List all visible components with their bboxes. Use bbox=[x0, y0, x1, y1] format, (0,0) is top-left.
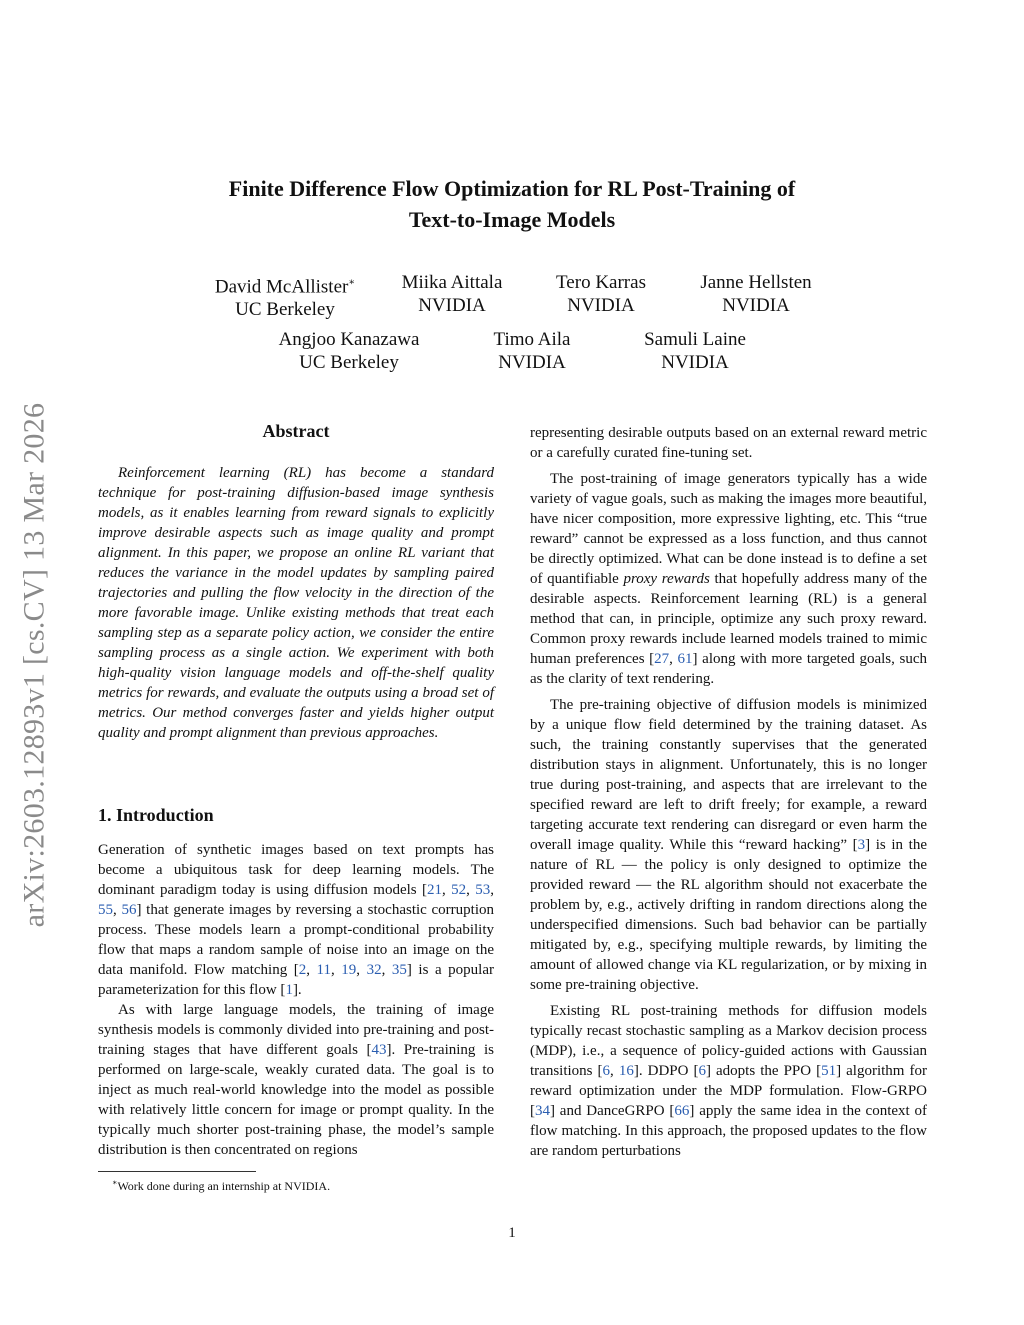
author-name: Samuli Laine bbox=[644, 329, 746, 350]
citation-link[interactable]: 27 bbox=[654, 651, 670, 667]
author-affiliation: NVIDIA bbox=[567, 295, 635, 316]
author-entry bbox=[200, 271, 370, 321]
author-name: Timo Aila bbox=[493, 329, 571, 350]
author-affiliation: UC Berkeley bbox=[299, 352, 399, 373]
citation-link[interactable]: 6 bbox=[698, 1063, 706, 1079]
arxiv-identifier-text: arXiv:2603.12893v1 [cs.CV] 13 Mar 2026 bbox=[17, 402, 51, 928]
paper-title bbox=[150, 173, 874, 235]
paragraph-continuation: representing desirable outputs based on an external reward metric or a carefully curated fine-tuning set. bbox=[530, 425, 927, 461]
intro-paragraph-1: Generation of synthetic images based on text prompts has become a ubiquitous task for deep learning models. The dominant paradigm today is using diffusion models [21, 52, 53, 55, 56] that generate images by reversing a stochastic corruption process. These models learn a prompt-conditional probability flow that maps a random sample of noise into an image on the data manifold. Flow matching [2, 11, 19, 32, 35] is a popular parameterization for this flow [1]. bbox=[98, 842, 495, 998]
paragraph-reward-hacking: The pre-training objective of diffusion models is minimized by a unique flow field determined by the training dataset. As such, the training constantly supervises that the generated distribution stays in alignment. Unfortunately, this is no longer true during post-training, and aspects that are irrelevant to the specified reward are left to drift freely; for example, a reward targeting accurate text rendering can disregard or even harm the overall image quality. While this “reward hacking” [3] is in the nature of RL — the policy is only designed to optimize the provided reward — the RL algorithm should not exacerbate the problem by, e.g., actively drifting in random directions along the underspecified dimensions. Such bad behavior can be partially mitigated by, e.g., specifying multiple rewards, by limiting the amount of allowed change via KL regularization, or by mixing in some pre-training objective. bbox=[530, 697, 928, 993]
abstract-text: Reinforcement learning (RL) has become a standard technique for post-training diffusion-based image synthesis models, as it enables learning from reward signals to explicitly improve desirable aspects such as image quality and prompt alignment. In this paper, we propose an online RL variant that reduces the variance in the model updates by sampling paired trajectories and pulling the flow velocity in the direction of the more favorable image. Unlike existing methods that treat each sampling step as a separate policy action, we consider the entire sampling process as a single action. We experiment with both high-quality vision language models and off-the-shelf quality metrics for rewards, and evaluate the outputs using a broad set of metrics. Our method converges faster and yields higher output quality and prompt alignment than previous approaches. bbox=[98, 465, 494, 741]
author-affiliation: NVIDIA bbox=[661, 352, 729, 373]
arxiv-identifier bbox=[4, 370, 64, 960]
author-entry bbox=[472, 328, 592, 374]
citation-link[interactable]: 2 bbox=[298, 962, 307, 978]
footnote-mark: ∗ bbox=[112, 1178, 118, 1187]
author-affiliation: NVIDIA bbox=[498, 352, 566, 373]
author-entry bbox=[382, 271, 522, 317]
footnote bbox=[98, 1178, 330, 1194]
paper-title-line-2: Text-to-Image Models bbox=[408, 207, 616, 232]
citation-link[interactable]: 35 bbox=[391, 962, 407, 978]
section-heading-introduction: 1. Introduction bbox=[98, 805, 214, 825]
citation-link[interactable]: 61 bbox=[677, 651, 693, 667]
citation-link[interactable]: 66 bbox=[674, 1103, 690, 1119]
author-entry bbox=[538, 271, 664, 317]
citation-link[interactable]: 3 bbox=[857, 837, 866, 853]
citation-link[interactable]: 19 bbox=[341, 962, 357, 978]
author-name: Tero Karras bbox=[556, 272, 646, 293]
author-footnote-mark: ∗ bbox=[348, 277, 356, 288]
author-name: David McAllister bbox=[214, 276, 349, 298]
right-column-text bbox=[530, 423, 927, 1161]
author-entry bbox=[264, 328, 434, 374]
citation-link[interactable]: 21 bbox=[427, 882, 442, 898]
citation-link[interactable]: 16 bbox=[618, 1063, 634, 1079]
footnote-text: Work done during an internship at NVIDIA. bbox=[117, 1179, 331, 1193]
author-entry bbox=[630, 328, 760, 374]
paper-title-line-1: Finite Difference Flow Optimization for RL Post-Training of bbox=[228, 176, 796, 201]
intro-paragraph-2: As with large language models, the training of image synthesis models is commonly divided into pre-training and post-training stages that have different goals [43]. Pre-training is performed on large-scale, weakly curated data. The goal is to inject as much real-world knowledge into the model as possible with relatively little concern for image or prompt quality. In the typically much shorter post-training phase, the model’s sample distribution is then concentrated on regions bbox=[98, 1002, 494, 1158]
author-affiliation: UC Berkeley bbox=[235, 299, 335, 321]
citation-link[interactable]: 53 bbox=[475, 882, 491, 898]
paragraph-existing-methods: Existing RL post-training methods for diffusion models typically recast stochastic sampling as a Markov decision process (MDP), i.e., a sequence of policy-guided actions with Gaussian transitions [6, 16]. DDPO [6] adopts the PPO [51] algorithm for reward optimization under the MDP formulation. Flow-GRPO [34] and DanceGRPO [66] apply the same idea in the context of flow matching. In this approach, the proposed updates to the flow are random perturbations bbox=[530, 1003, 928, 1159]
citation-link[interactable]: 1 bbox=[285, 982, 293, 998]
abstract-heading: Abstract bbox=[262, 421, 330, 441]
author-entry bbox=[686, 271, 826, 317]
citation-link[interactable]: 32 bbox=[366, 962, 382, 978]
citation-link[interactable]: 34 bbox=[535, 1103, 550, 1119]
footnote-divider bbox=[98, 1171, 256, 1172]
author-name: Angjoo Kanazawa bbox=[278, 329, 420, 350]
abstract-body bbox=[98, 463, 494, 743]
author-name: Miika Aittala bbox=[401, 272, 503, 293]
author-affiliation: NVIDIA bbox=[722, 295, 790, 316]
citation-link[interactable]: 6 bbox=[602, 1063, 611, 1079]
emphasis-proxy-rewards: proxy rewards bbox=[623, 571, 710, 587]
citation-link[interactable]: 43 bbox=[371, 1042, 387, 1058]
citation-link[interactable]: 56 bbox=[121, 902, 137, 918]
citation-link[interactable]: 51 bbox=[821, 1063, 837, 1079]
citation-link[interactable]: 11 bbox=[316, 962, 331, 978]
author-affiliation: NVIDIA bbox=[418, 295, 486, 316]
paragraph-proxy-rewards: The post-training of image generators typically has a wide variety of vague goals, such as making the images more beautiful, have nicer composition, more expressive lighting, etc. This “true reward” cannot be expressed as a loss function, and thus cannot be directly optimized. What can be done instead is to define a set of quantifiable proxy rewards that hopefully address many of the desirable aspects. Reinforcement learning (RL) is a general method that can, in principle, optimize any such proxy reward. Common proxy rewards include learned models trained to mimic human preferences [27, 61] along with more targeted goals, such as the clarity of text rendering. bbox=[530, 471, 928, 687]
page-number: 1 bbox=[508, 1225, 516, 1241]
citation-link[interactable]: 52 bbox=[451, 882, 467, 898]
left-column-text bbox=[98, 840, 494, 1160]
author-name: Janne Hellsten bbox=[700, 272, 812, 293]
citation-link[interactable]: 55 bbox=[98, 902, 113, 918]
